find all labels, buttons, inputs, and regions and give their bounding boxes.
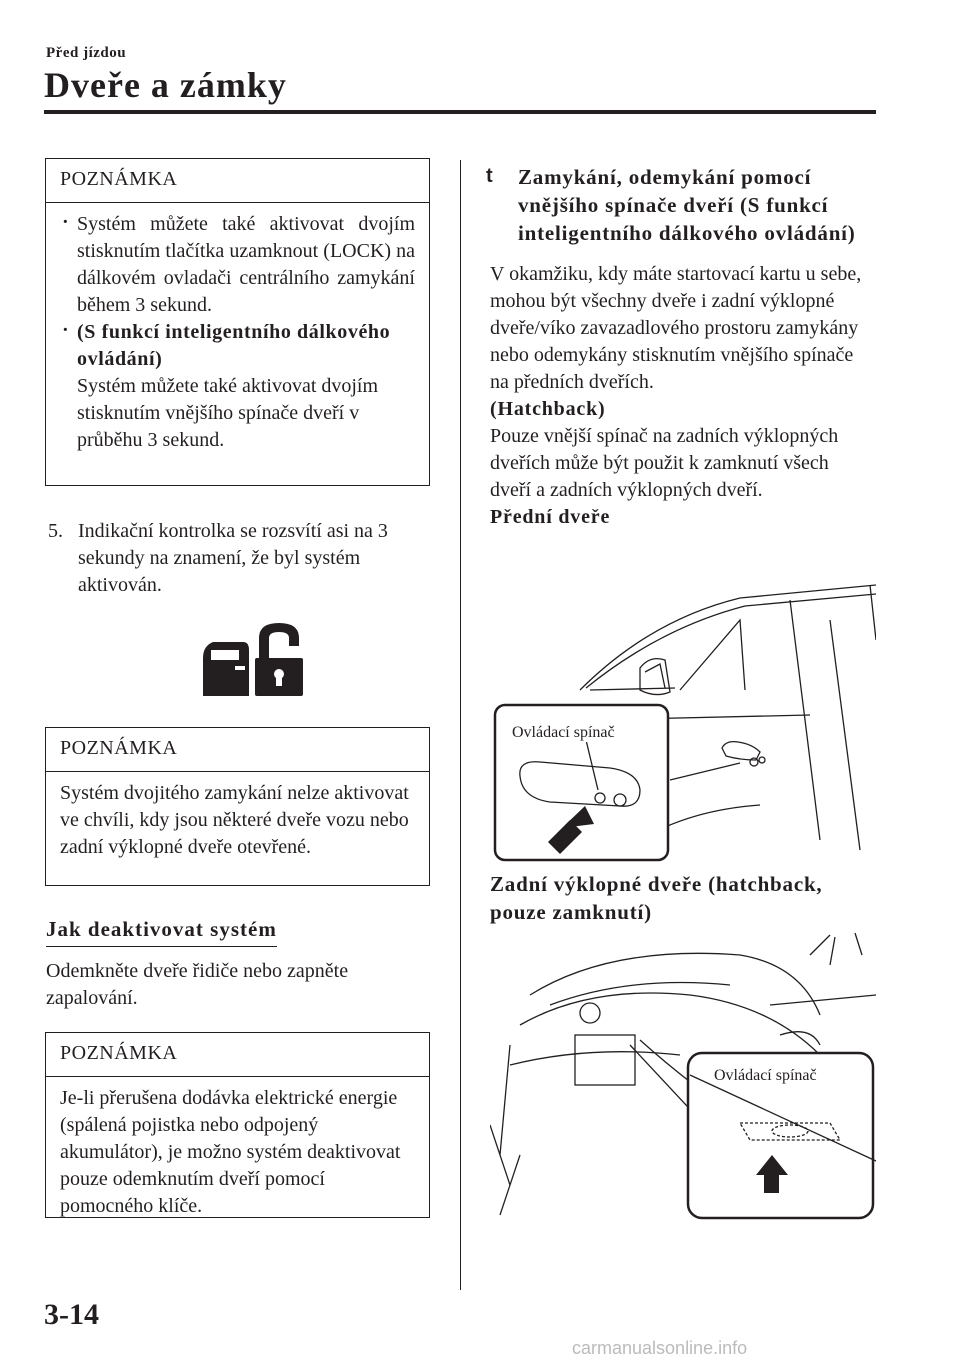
step-text: Indikační kontrolka se rozsvítí asi na 3 sekundy na znamení, že byl systém aktivován. (78, 520, 388, 596)
note-text: Je-li přerušena dodávka elektrické energie (spálená pojistka nebo odpojený akumulátor), je možno systém deaktivovat pouze odemknutím dveří pomocí pomocného klíče. (60, 1087, 401, 1217)
note-bullet-text: Systém můžete také aktivovat dvojím stisknutím vnějšího spínače dveří v průběhu 3 sekund. (77, 375, 379, 451)
front-doors-label: Přední dveře (490, 506, 611, 528)
note-text: Systém dvojitého zamykání nelze aktivovat ve chvíli, kdy jsou některé dveře vozu nebo zadní výklopné dveře otevřené. (60, 782, 409, 858)
note-bullet-bold: (S funkcí inteligentního dálkového ovládání) (77, 321, 391, 370)
note-heading: POZNÁMKA (46, 728, 429, 772)
subheading: Jak deaktivovat systém (46, 917, 277, 947)
step-number: 5. (48, 520, 63, 542)
page-title: Dveře a zámky (44, 65, 287, 105)
section-heading: Zamykání, odemykání pomocí vnějšího spínače dveří (S funkcí inteligentního dálkového ovládání) (518, 165, 856, 245)
note-bullet (60, 319, 415, 454)
right-paragraph (490, 261, 870, 531)
note-heading: POZNÁMKA (46, 1033, 429, 1077)
section-marker: t (486, 165, 493, 187)
paragraph-1: V okamžiku, kdy máte startovací kartu u sebe, mohou být všechny dveře i zadní výklopné dveře/víko zavazadlového prostoru zamykány nebo odemykány stisknutím vnějšího spínače na předních dveřích. (490, 263, 862, 393)
switch-label-rear: Ovládací spínač (714, 1067, 817, 1084)
header-rule (44, 110, 876, 114)
figure2-caption: Zadní výklopné dveře (hatchback, pouze zamknutí) (490, 872, 823, 924)
watermark: carmanualsonline.info (572, 1338, 748, 1358)
front-door-illustration (490, 580, 876, 865)
hatchback-label: (Hatchback) (490, 398, 606, 420)
door-lock-indicator-icon (199, 620, 305, 696)
column-divider (460, 160, 461, 1290)
step-5 (48, 518, 430, 599)
paragraph-2: Pouze vnější spínač na zadních výklopných dveřích může být použit k zamknutí všech dveří a zadních výklopných dveří. (490, 425, 839, 501)
note-bullet: · Systém můžete také aktivovat dvojím stisknutím tlačítka uzamknout (LOCK) na dálkovém ovladači centrálního zamykání během 3 sekund. (60, 211, 415, 319)
note-box-2 (45, 727, 430, 886)
note-box-3 (45, 1032, 430, 1218)
deactivate-text: Odemkněte dveře řidiče nebo zapněte zapalování. (46, 960, 349, 1009)
switch-label-front: Ovládací spínač (512, 724, 615, 741)
liftgate-illustration (490, 925, 876, 1220)
page-number: 3-14 (44, 1298, 99, 1331)
note-heading: POZNÁMKA (46, 159, 429, 203)
note-box-1 (45, 158, 430, 486)
section-label: Před jízdou (46, 45, 127, 61)
